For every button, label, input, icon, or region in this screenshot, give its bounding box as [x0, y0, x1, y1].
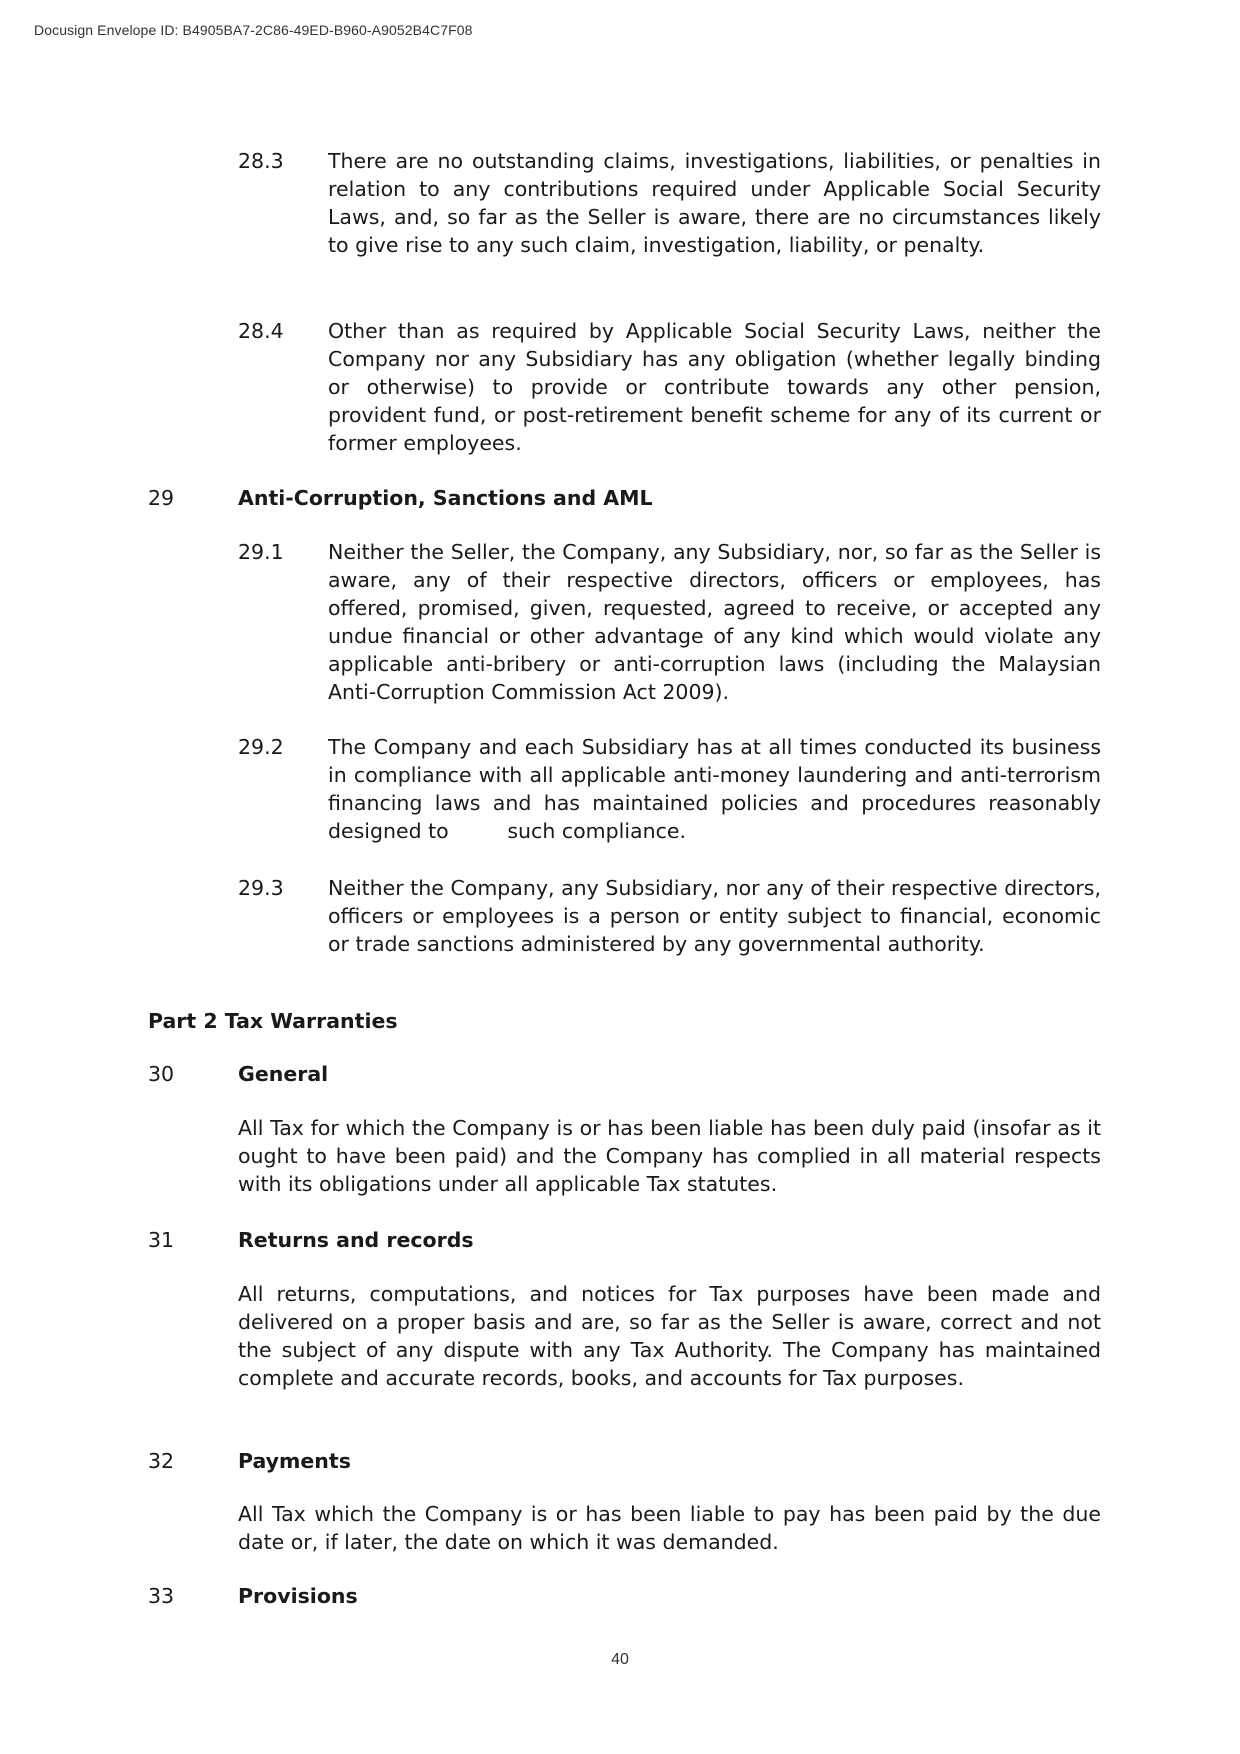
clause-text: All returns, computations, and notices for Tax purposes have been made and delivered on a proper basis and are, so far as the Seller is aware, correct and not the subject of any dispute with any Tax Authority. The Company has maintained complete and accurate records, books, and accounts for Tax purposes. [238, 1282, 1101, 1390]
subclause-text: Neither the Company, any Subsidiary, nor any of their respective directors, officers or employees is a person or entity subject to financial, economic or trade sanctions administered by any governmental authority. [328, 876, 1101, 956]
clause-heading: Payments [238, 1449, 351, 1473]
clause-text: All Tax which the Company is or has been liable to pay has been paid by the due date or, if later, the date on which it was demanded. [238, 1502, 1101, 1554]
subclause-number: 29.3 [238, 876, 284, 900]
clause-text: All Tax for which the Company is or has been liable has been duly paid (insofar as it ought to have been paid) and the Company has complied in all material respects with its obligations under all applicable Tax statutes. [238, 1116, 1101, 1196]
clause-number: 32 [148, 1449, 175, 1473]
clause-heading: General [238, 1062, 329, 1086]
clause-number: 31 [148, 1228, 175, 1252]
envelope-id: Docusign Envelope ID: B4905BA7-2C86-49ED-B960-A9052B4C7F08 [34, 22, 473, 38]
subclause-number: 28.3 [238, 149, 284, 173]
subclause-number: 28.4 [238, 319, 284, 343]
subclause-number: 29.2 [238, 735, 284, 759]
clause-number: 30 [148, 1062, 175, 1086]
clause-heading: Returns and records [238, 1228, 474, 1252]
part-heading: Part 2 Tax Warranties [148, 1009, 398, 1033]
subclause-text: The Company and each Subsidiary has at all times conducted its business in compliance with all applicable anti-money laundering and anti-terrorism financing laws and has maintained policies and procedures reasonably designed to such compliance. [328, 735, 1101, 843]
subclause-number: 29.1 [238, 540, 284, 564]
clause-number: 29 [148, 486, 175, 510]
clause-number: 33 [148, 1584, 175, 1608]
subclause-text: Neither the Seller, the Company, any Subsidiary, nor, so far as the Seller is aware, any of their respective directors, officers or employees, has offered, promised, given, requested, agreed to receive, or accepted any undue financial or other advantage of any kind which would violate any applicable anti-bribery or anti-corruption laws (including the Malaysian Anti-Corruption Commission Act 2009). [328, 540, 1101, 704]
subclause-text: There are no outstanding claims, investigations, liabilities, or penalties in relation to any contributions required under Applicable Social Security Laws, and, so far as the Seller is aware, there are no circumstances likely to give rise to any such claim, investigation, liability, or penalty. [328, 149, 1101, 257]
clause-heading: Anti-Corruption, Sanctions and AML [238, 486, 653, 510]
subclause-text: Other than as required by Applicable Social Security Laws, neither the Company nor any Subsidiary has any obligation (whether legally binding or otherwise) to provide or contribute towards any other pension, provident fund, or post-retirement benefit scheme for any of its current or former employees. [328, 319, 1101, 455]
clause-heading: Provisions [238, 1584, 358, 1608]
page-number: 40 [611, 1651, 629, 1668]
